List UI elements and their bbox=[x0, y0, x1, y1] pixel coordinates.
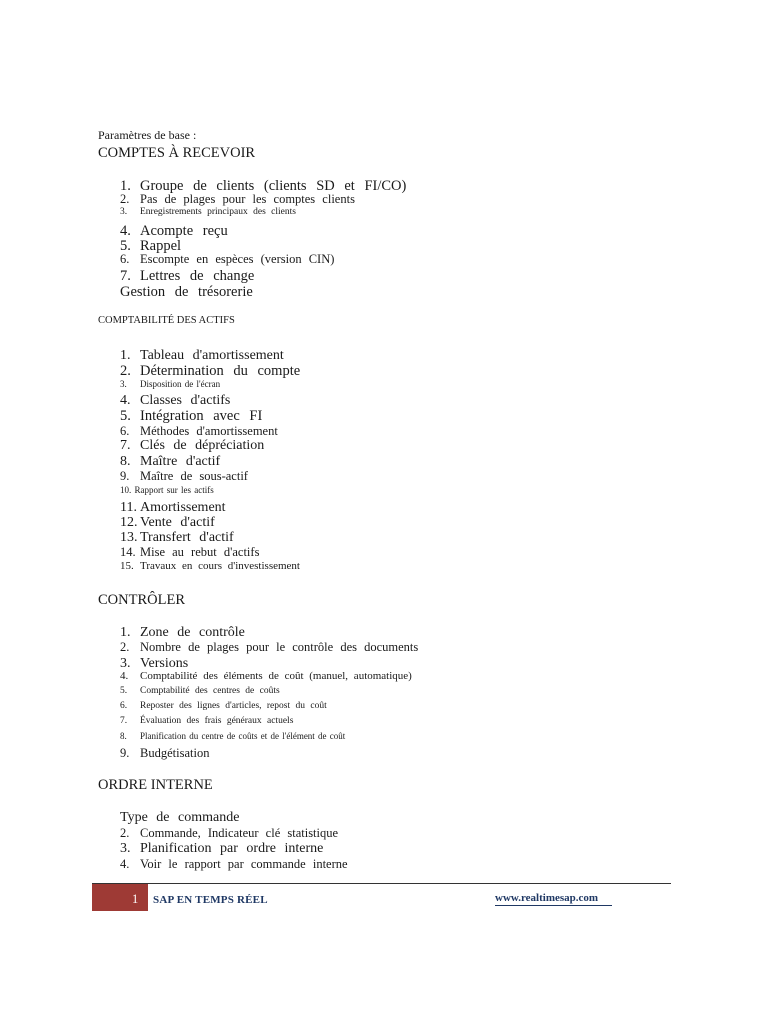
list-item: 5. Intégration avec FI bbox=[120, 408, 263, 424]
list-item: 10. Rapport sur les actifs bbox=[120, 485, 214, 495]
list-item: 2. Détermination du compte bbox=[120, 363, 301, 379]
list-item: 11. Amortissement bbox=[120, 500, 226, 515]
list-item: 3. Disposition de l'écran bbox=[120, 379, 221, 389]
list-item: 9. Budgétisation bbox=[120, 746, 210, 760]
list-item: 6. Méthodes d'amortissement bbox=[120, 424, 278, 438]
list-item: 8. Planification du centre de coûts et de l'élément de coût bbox=[120, 731, 346, 741]
list-item: 2. Nombre de plages pour le contrôle des documents bbox=[120, 640, 419, 654]
list-item: 3. Enregistrements principaux des clients bbox=[120, 207, 296, 217]
list-item: 2. Commande, Indicateur clé statistique bbox=[120, 826, 339, 840]
section-title-comptes-a-recevoir: COMPTES À RECEVOIR bbox=[98, 145, 256, 161]
section-title-ordre-interne: ORDRE INTERNE bbox=[98, 777, 213, 793]
list-item: 4. Comptabilité des éléments de coût (manuel, automatique) bbox=[120, 670, 412, 682]
list-item: 14. Mise au rebut d'actifs bbox=[120, 545, 260, 559]
list-item: 4. Classes d'actifs bbox=[120, 393, 231, 408]
list-item: 2. Pas de plages pour les comptes clients bbox=[120, 192, 355, 206]
page-number-box bbox=[92, 884, 148, 911]
list-item: 6. Escompte en espèces (version CIN) bbox=[120, 252, 335, 266]
list-item: 3. Versions bbox=[120, 656, 189, 671]
list-item: 5. Rappel bbox=[120, 238, 182, 254]
list-item: 1. Groupe de clients (clients SD et FI/CO) bbox=[120, 178, 407, 194]
list-item: 4. Acompte reçu bbox=[120, 223, 228, 239]
page-number: 1 bbox=[132, 892, 139, 906]
list-item: 15. Travaux en cours d'investissement bbox=[120, 560, 300, 572]
list-item: 7. Lettres de change bbox=[120, 268, 255, 284]
list-item: 4. Voir le rapport par commande interne bbox=[120, 857, 348, 871]
section-title-controler: CONTRÔLER bbox=[98, 592, 185, 608]
section-title-comptabilite-des-actifs: COMPTABILITÉ DES ACTIFS bbox=[98, 315, 235, 326]
list-item: 8. Maître d'actif bbox=[120, 454, 221, 469]
list-item: 9. Maître de sous-actif bbox=[120, 469, 248, 483]
list-item: 13. Transfert d'actif bbox=[120, 530, 234, 545]
list-item: 1. Zone de contrôle bbox=[120, 625, 245, 640]
list-item: 1. Tableau d'amortissement bbox=[120, 348, 284, 363]
list-item: Gestion de trésorerie bbox=[120, 284, 253, 300]
list-item: 7. Clés de dépréciation bbox=[120, 438, 265, 453]
footer-divider bbox=[92, 883, 671, 884]
list-item: 5. Comptabilité des centres de coûts bbox=[120, 686, 280, 696]
list-item: Type de commande bbox=[120, 810, 240, 825]
intro-text: Paramètres de base : bbox=[98, 128, 197, 142]
list-item: 12. Vente d'actif bbox=[120, 515, 215, 530]
list-item: 7. Évaluation des frais généraux actuels bbox=[120, 716, 294, 726]
footer-brand: SAP EN TEMPS RÉEL bbox=[153, 894, 268, 906]
list-item: 6. Reposter des lignes d'articles, repost du coût bbox=[120, 701, 327, 711]
list-item: 3. Planification par ordre interne bbox=[120, 841, 324, 856]
footer-url-link[interactable]: www.realtimesap.com bbox=[495, 892, 612, 906]
